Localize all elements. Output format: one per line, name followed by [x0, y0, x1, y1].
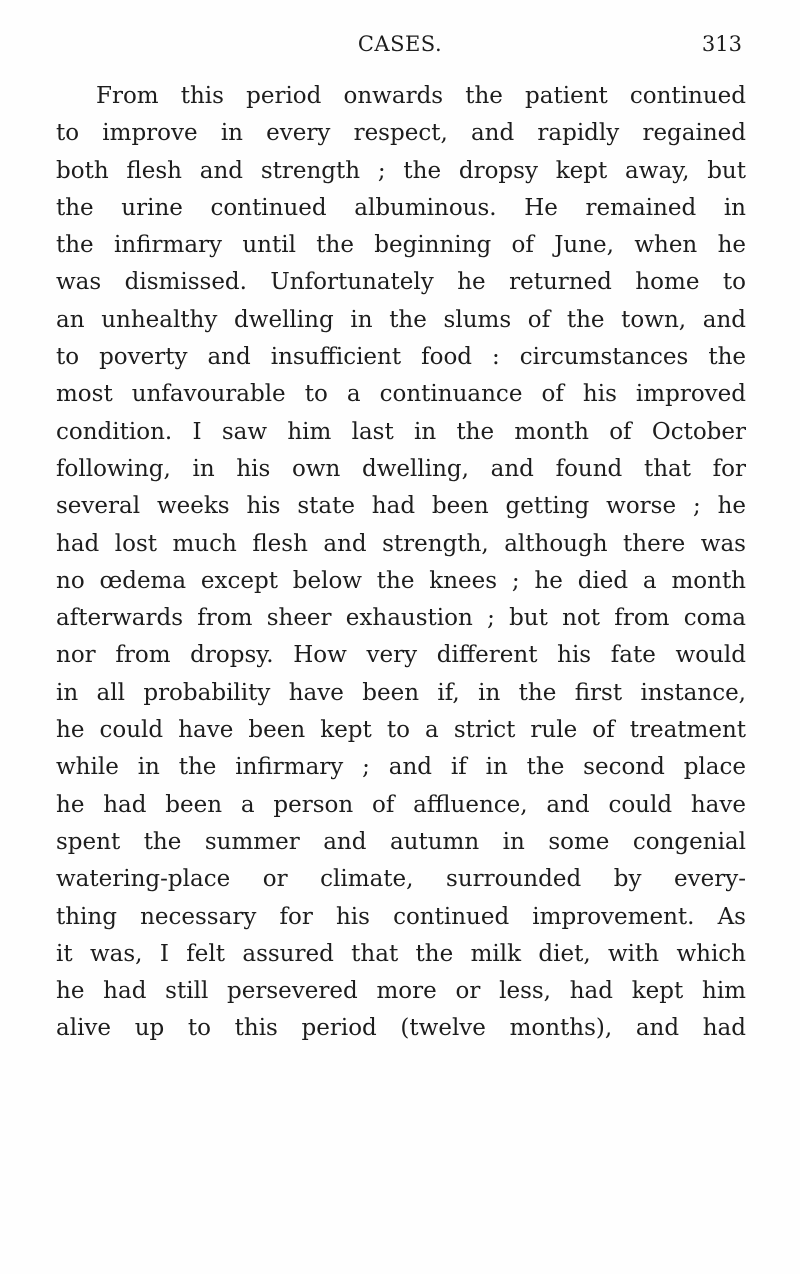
page-number: 313: [701, 32, 742, 56]
running-title: CASES.: [357, 32, 443, 56]
text-line: he had still persevered more or less, had kept him: [56, 978, 746, 1005]
text-line: spent the summer and autumn in some congenial: [56, 828, 746, 855]
text-line: several weeks his state had been getting worse ; he: [56, 493, 746, 520]
text-line: it was, I felt assured that the milk diet, with which: [56, 940, 746, 967]
text-line: he could have been kept to a strict rule of treatment: [56, 717, 746, 744]
text-line: the infirmary until the beginning of June, when he: [56, 232, 746, 259]
text-line: both flesh and strength ; the dropsy kept away, but: [56, 157, 746, 184]
text-line: From this period onwards the patient continued: [96, 83, 746, 109]
text-line: watering-place or climate, surrounded by every-: [56, 866, 746, 893]
body-paragraph: [56, 78, 746, 1048]
text-line: thing necessary for his continued improvement. As: [56, 903, 746, 930]
text-line: while in the infirmary ; and if in the second place: [56, 754, 746, 781]
text-line: condition. I saw him last in the month of October: [56, 418, 746, 445]
text-line: in all probability have been if, in the first instance,: [56, 679, 746, 706]
text-line: was dismissed. Unfortunately he returned home to: [56, 269, 746, 296]
text-line: an unhealthy dwelling in the slums of the town, and: [56, 306, 746, 333]
text-line: alive up to this period (twelve months), and had: [56, 1015, 746, 1042]
text-line: following, in his own dwelling, and found that for: [56, 455, 746, 482]
text-line: afterwards from sheer exhaustion ; but not from coma: [56, 605, 746, 632]
text-line: to improve in every respect, and rapidly regained: [56, 120, 746, 147]
text-line: to poverty and insufficient food : circumstances the: [56, 344, 746, 371]
running-head: [0, 32, 800, 66]
text-line: had lost much flesh and strength, although there was: [56, 530, 746, 557]
text-line: he had been a person of affluence, and could have: [56, 791, 746, 818]
text-line: the urine continued albuminous. He remained in: [56, 194, 746, 221]
text-line: no œdema except below the knees ; he died a month: [56, 567, 746, 594]
text-line: nor from dropsy. How very different his fate would: [56, 642, 746, 669]
text-line: most unfavourable to a continuance of his improved: [56, 381, 746, 408]
